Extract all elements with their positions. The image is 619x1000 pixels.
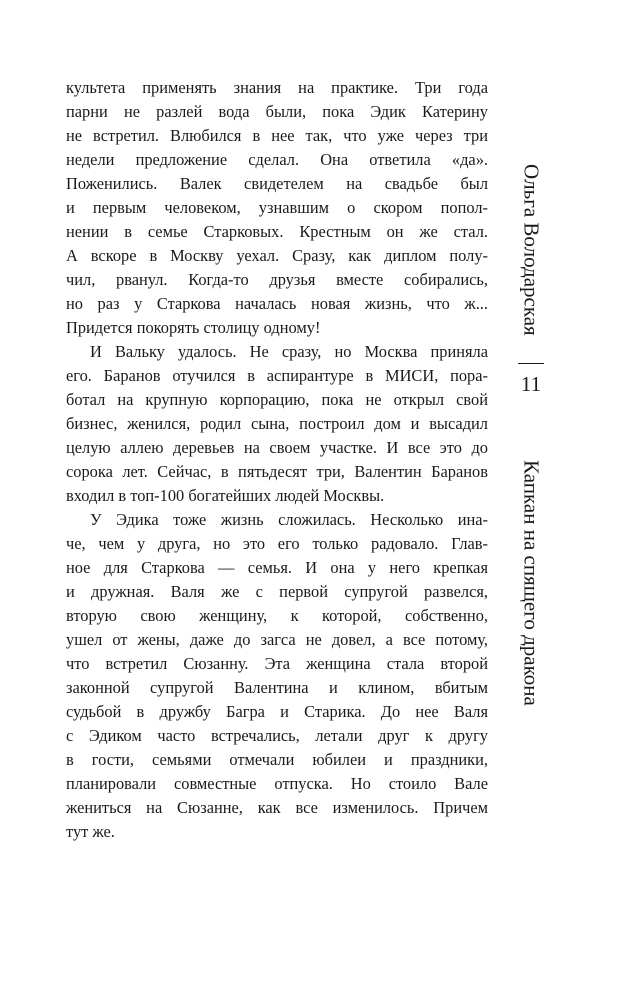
text-line: не встретил. Влюбился в нее так, что уже через три — [66, 126, 488, 145]
author-name: Ольга Володарская — [519, 164, 544, 336]
text-line: входил в топ-100 богатейших людей Москвы. — [66, 486, 385, 505]
running-head-divider — [518, 363, 544, 364]
text-line: У Эдика тоже жизнь сложилась. Несколько ина- — [90, 510, 488, 529]
paragraph — [66, 508, 488, 844]
text-line: ботал на крупную корпорацию, пока не открыл свой — [66, 390, 488, 409]
text-line: недели предложение сделал. Она ответила «да». — [66, 150, 488, 169]
text-line: культета применять знания на практике. Три года — [66, 78, 488, 97]
running-head — [506, 150, 556, 750]
text-line: законной супругой Валентина и клином, вбитым — [66, 678, 488, 697]
text-line: ушел от жены, даже до загса не довел, а все потому, — [66, 630, 488, 649]
body-text — [66, 76, 488, 844]
text-line: целую аллею деревьев на своем участке. И все это до — [66, 438, 488, 457]
text-line: нении в семье Старковых. Крестным он же стал. — [66, 222, 488, 241]
text-line: И Вальку удалось. Не сразу, но Москва приняла — [90, 342, 488, 361]
text-line: А вскоре в Москву уехал. Сразу, как диплом полу- — [66, 246, 488, 265]
text-line: ное для Старкова — семья. И она у него крепкая — [66, 558, 488, 577]
text-line: что встретил Сюзанну. Эта женщина стала второй — [66, 654, 488, 673]
text-line: жениться на Сюзанне, как все изменилось. Причем — [66, 798, 488, 817]
paragraph — [66, 340, 488, 508]
text-line: бизнес, женился, родил сына, построил дом и высадил — [66, 414, 488, 433]
page-number: 11 — [520, 372, 542, 396]
text-line: планировали совместные отпуска. Но стоило Вале — [66, 774, 488, 793]
text-line: Придется покорять столицу одному! — [66, 318, 321, 337]
text-line: и первым человеком, узнавшим о скором попол- — [66, 198, 488, 217]
text-line: сорока лет. Сейчас, в пятьдесят три, Валентин Баранов — [66, 462, 488, 481]
text-line: с Эдиком часто встречались, летали друг к другу — [66, 726, 488, 745]
text-line: но раз у Старкова началась новая жизнь, что ж... — [66, 294, 488, 313]
paragraph — [66, 76, 488, 340]
book-title: Капкан на спящего дракона — [519, 460, 544, 706]
text-line: в гости, семьями отмечали юбилеи и праздники, — [66, 750, 488, 769]
text-line: Поженились. Валек свидетелем на свадьбе был — [66, 174, 488, 193]
text-line: че, чем у друга, но это его только радовало. Глав- — [66, 534, 488, 553]
text-line: вторую свою женщину, к которой, собственно, — [66, 606, 488, 625]
text-line: тут же. — [66, 822, 115, 841]
text-line: судьбой в дружбу Багра и Старика. До нее Валя — [66, 702, 488, 721]
text-line: его. Баранов отучился в аспирантуре в МИСИ, пора- — [66, 366, 488, 385]
text-line: парни не разлей вода были, пока Эдик Катерину — [66, 102, 488, 121]
text-line: чил, рванул. Когда-то друзья вместе собирались, — [66, 270, 488, 289]
text-line: и дружная. Валя же с первой супругой развелся, — [66, 582, 488, 601]
